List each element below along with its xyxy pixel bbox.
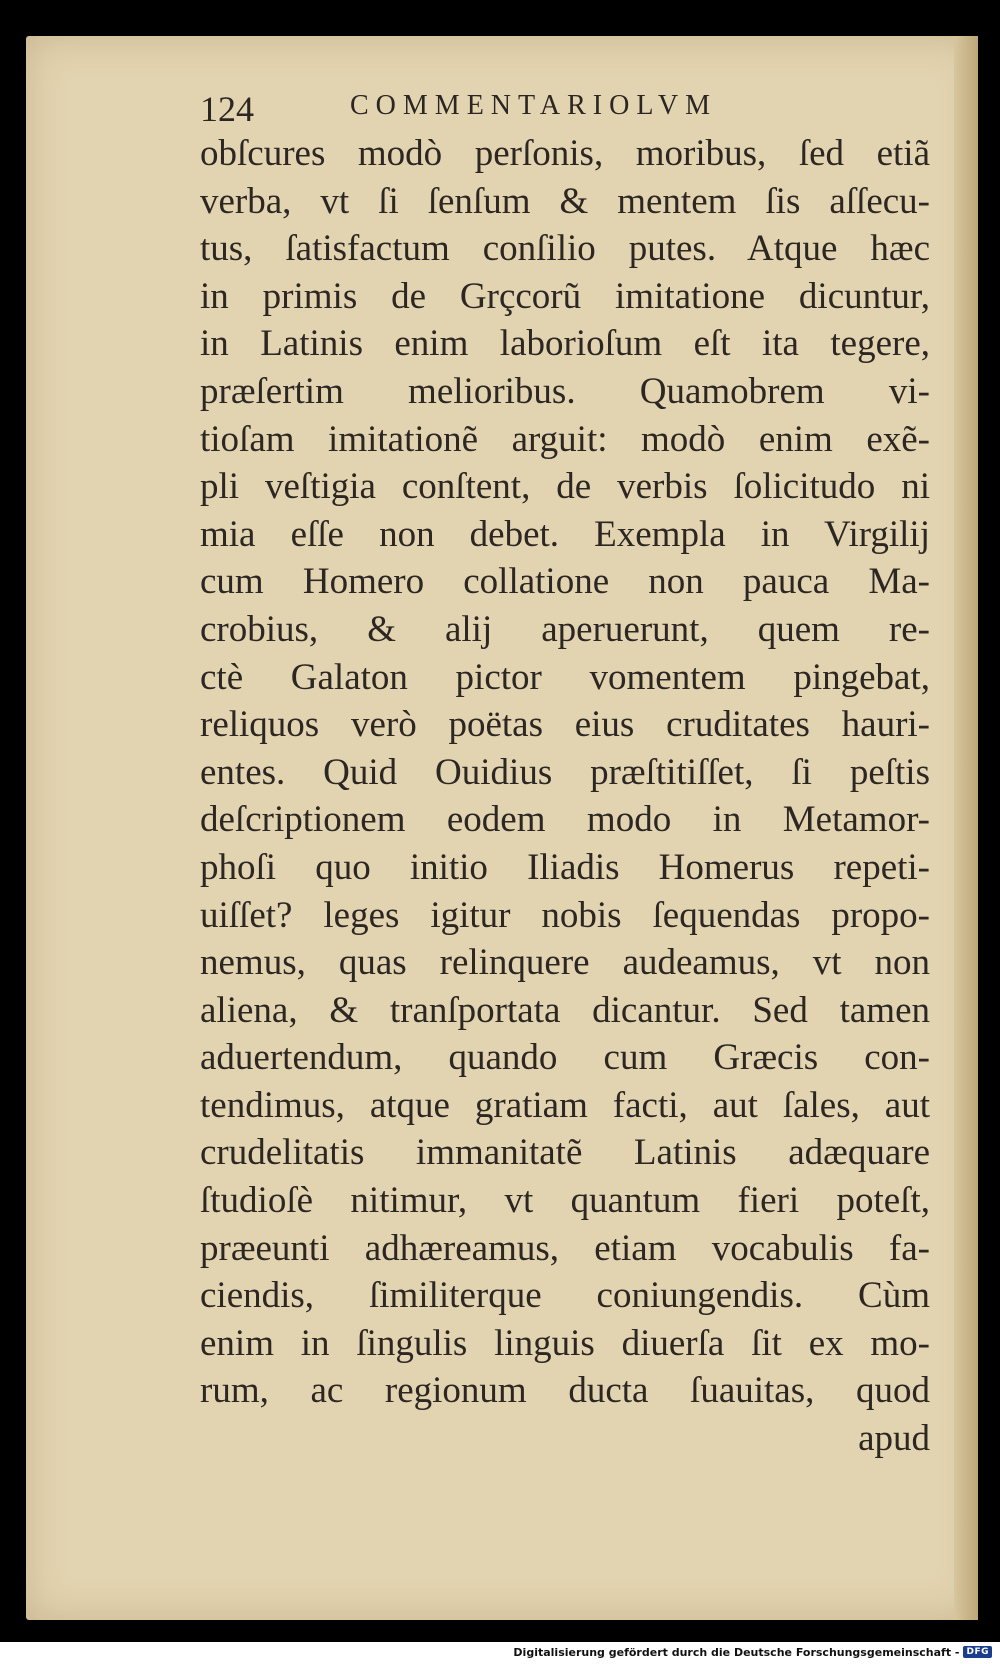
text-line-20: aduertendum, quando cum Græcis con- (200, 1037, 930, 1079)
text-line-7: tioſam imitationẽ arguit: modò enim exẽ- (200, 418, 930, 460)
catchword: apud (858, 1418, 930, 1460)
text-line-14: entes. Quid Ouidius præſtitiſſet, ſi peſtis (200, 751, 930, 793)
text-line-27: rum, ac regionum ducta ſuauitas, quod (200, 1370, 930, 1412)
text-line-3: tus, ſatisfactum conſilio putes. Atque hæc (200, 228, 930, 270)
running-title: COMMENTARIOLVM (350, 90, 717, 121)
text-line-16: phoſi quo initio Iliadis Homerus repeti- (200, 846, 930, 888)
text-line-24: præeunti adhæreamus, etiam vocabulis fa- (200, 1227, 930, 1269)
text-line-17: uiſſet? leges igitur nobis ſequendas propo- (200, 894, 930, 936)
page-edge (954, 36, 978, 1620)
text-line-13: reliquos verò poëtas eius cruditates hauri- (200, 704, 930, 746)
text-line-26: enim in ſingulis linguis diuerſa ſit ex mo- (200, 1322, 930, 1364)
text-line-23: ſtudioſè nitimur, vt quantum fieri poteſt, (200, 1180, 930, 1222)
text-line-19: aliena, & tranſportata dicantur. Sed tamen (200, 989, 930, 1031)
credit-text: Digitalisierung gefördert durch die Deutsche Forschungsgemeinschaft - (513, 1645, 960, 1659)
text-line-5: in Latinis enim laborioſum eſt ita tegere, (200, 323, 930, 365)
text-line-4: in primis de Grçcorũ imitatione dicuntur, (200, 275, 930, 317)
text-line-11: crobius, & alij aperuerunt, quem re- (200, 608, 930, 650)
text-line-21: tendimus, atque gratiam facti, aut ſales, aut (200, 1084, 930, 1126)
digitization-credit (513, 1642, 992, 1662)
text-line-15: deſcriptionem eodem modo in Metamor- (200, 799, 930, 841)
dfg-logo: DFG (963, 1646, 992, 1658)
text-line-6: præſertim melioribus. Quamobrem vi- (200, 370, 930, 412)
text-line-10: cum Homero collatione non pauca Ma- (200, 561, 930, 603)
text-line-9: mia eſſe non debet. Exempla in Virgilij (200, 513, 930, 555)
text-line-25: ciendis, ſimiliterque coniungendis. Cùm (200, 1275, 930, 1317)
text-line-12: ctè Galaton pictor vomentem pingebat, (200, 656, 930, 698)
text-line-8: pli veſtigia conſtent, de verbis ſolicitudo ni (200, 466, 930, 508)
body-text (200, 130, 930, 1463)
text-line-22: crudelitatis immanitatẽ Latinis adæquare (200, 1132, 930, 1174)
page-number: 124 (200, 89, 254, 129)
text-line-2: verba, vt ſi ſenſum & mentem ſis aſſecu- (200, 180, 930, 222)
text-line-18: nemus, quas relinquere audeamus, vt non (200, 942, 930, 984)
text-line-1: obſcures modò perſonis, moribus, ſed etiã (200, 133, 930, 174)
running-head (200, 88, 800, 128)
